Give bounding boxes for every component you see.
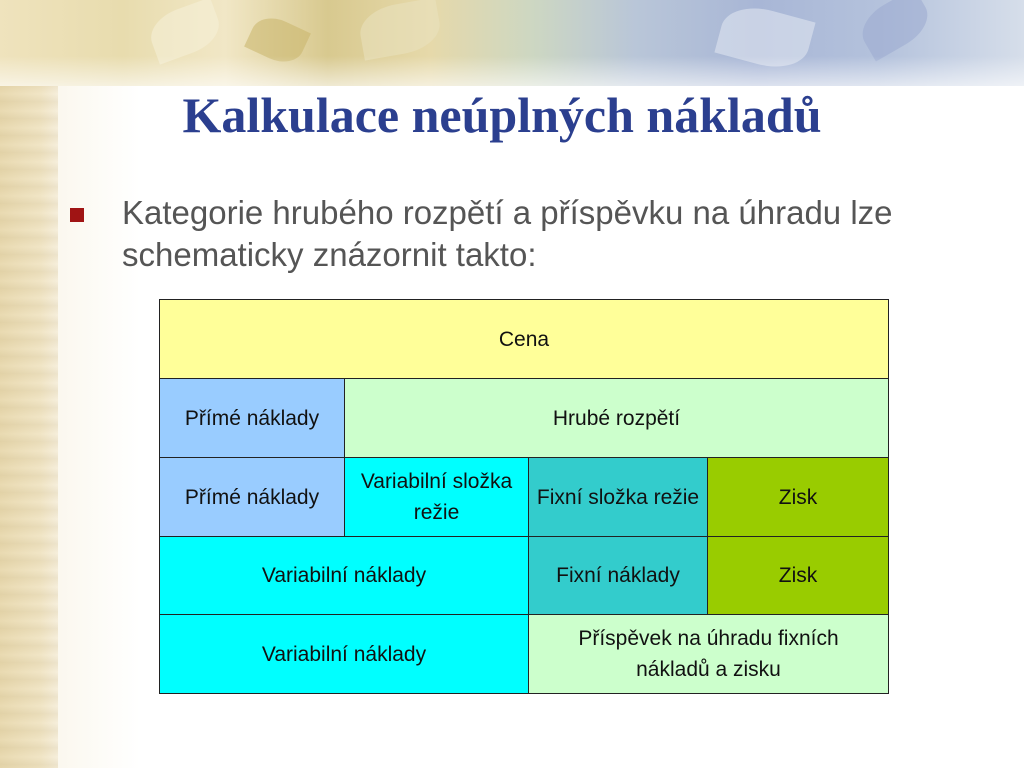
cell-fixni-naklady: Fixní náklady <box>528 536 708 615</box>
cost-scheme-table <box>159 299 889 694</box>
cell-variabilni-slozka-rezie: Variabilní složka režie <box>344 457 529 537</box>
cell-prime-naklady-2: Přímé náklady <box>159 457 345 537</box>
leaf-decoration <box>144 0 226 65</box>
cell-zisk: Zisk <box>707 457 889 537</box>
cell-prispevek-na-uhradu: Příspěvek na úhradu fixních nákladů a zisku <box>528 614 889 694</box>
bullet-item <box>70 192 1000 276</box>
cell-variabilni-naklady: Variabilní náklady <box>159 536 529 615</box>
cell-cena: Cena <box>159 299 889 379</box>
cell-zisk-2: Zisk <box>707 536 889 615</box>
cell-hrube-rozpeti: Hrubé rozpětí <box>344 378 889 458</box>
slide-title: Kalkulace neúplných nákladů <box>182 87 822 143</box>
cell-prime-naklady: Přímé náklady <box>159 378 345 458</box>
square-bullet-icon <box>70 208 84 222</box>
banner-fade <box>0 56 1024 86</box>
cell-variabilni-naklady-2: Variabilní náklady <box>159 614 529 694</box>
cell-fixni-slozka-rezie: Fixní složka režie <box>528 457 708 537</box>
decorative-header-banner <box>0 0 1024 86</box>
leaf-decoration <box>853 0 936 61</box>
leaf-decoration <box>356 0 443 61</box>
bullet-text: Kategorie hrubého rozpětí a příspěvku na úhradu lze schematicky znázornit takto: <box>122 194 893 273</box>
